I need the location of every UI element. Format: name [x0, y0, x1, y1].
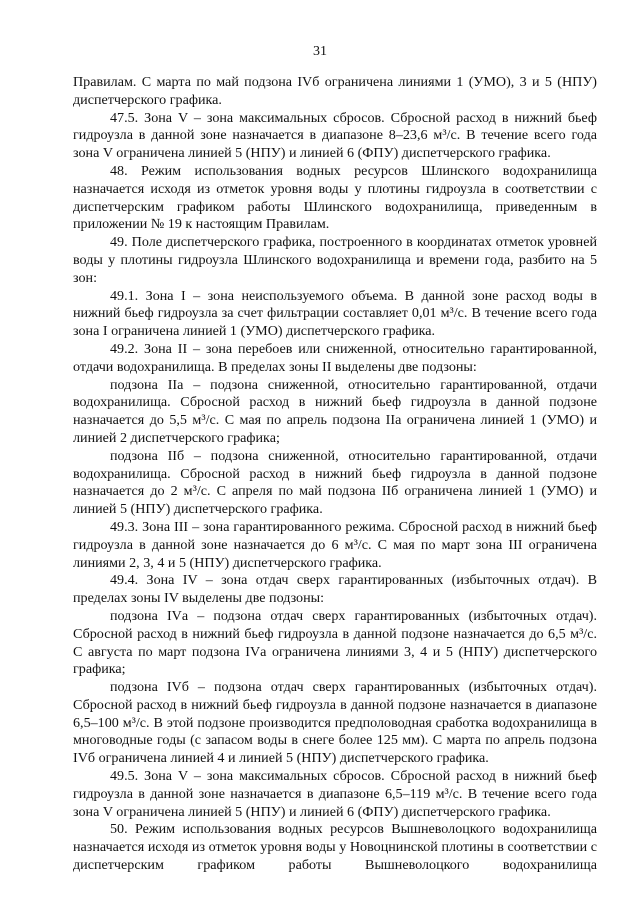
paragraph: 49.5. Зона V – зона максимальных сбросов. Сбросной расход в нижний бьеф гидроузла в данной зоне назначается в диапазоне 6,5–119 м³/с. В течение всего года зона V ограничена линией 5 (НПУ) и линией 6 (ФПУ) диспетчерского графика.	[73, 768, 597, 820]
paragraph: 49.3. Зона III – зона гарантированного режима. Сбросной расход в нижний бьеф гидроузла в данной зоне назначается до 6 м³/с. С мая по март зона III ограничена линиями 2, 3, 4 и 5 (НПУ) диспетчерского графика.	[73, 518, 597, 571]
paragraph: подзона IIб – подзона сниженной, относительно гарантированной, отдачи водохранилища. Сбросной расход в нижний бьеф гидроузла в данной подзоне назначается до 2 м³/с. С апреля по май подзона IIб ограничена линией 1 (УМО) и линией 5 (НПУ) диспетчерского графика.	[73, 447, 597, 518]
paragraph: 49.4. Зона IV – зона отдач сверх гарантированных (избыточных отдач). В пределах зоны IV выделены две подзоны:	[73, 572, 597, 607]
paragraph: 50. Режим использования водных ресурсов Вышневолоцкого водохранилища назначается исходя из отметок уровня воды у Новоцнинской плотины в соответствии с диспетчерским графиком работы Вышневолоцкого водохранилища	[73, 821, 597, 874]
paragraph: подзона IVб – подзона отдач сверх гарантированных (избыточных отдач). Сбросной расход в нижний бьеф гидроузла в данной подзоне назначается в диапазоне 6,5–100 м³/с. В этой подзоне производится предполоводная сработка водохранилища в многоводные годы (с запасом воды в снеге более 125 мм). С марта по апрель подзона IVб ограничена линией 4 и линией 5 (НПУ) диспетчерского графика.	[73, 679, 597, 767]
paragraph: подзона IIа – подзона сниженной, относительно гарантированной, отдачи водохранилища. Сбросной расход в нижний бьеф гидроузла в данной подзоне назначается до 5,5 м³/с. С мая по апрель подзона IIа ограничена линией 1 (УМО) и линией 2 диспетчерского графика;	[73, 376, 597, 446]
paragraph: 49.2. Зона II – зона перебоев или сниженной, относительно гарантированной, отдачи водохранилища. В пределах зоны II выделены две подзоны:	[73, 340, 597, 375]
page-number: 31	[313, 44, 327, 59]
paragraph: 49.1. Зона I – зона неиспользуемого объема. В данной зоне расход воды в нижний бьеф гидроузла за счет фильтрации составляет 0,01 м³/с. В течение всего года зона I ограничена линией 1 (УМО) диспетчерского графика.	[73, 287, 597, 340]
paragraph: 49. Поле диспетчерского графика, построенного в координатах отметок уровней воды у плотины гидроузла Шлинского водохранилища и времени года, разбито на 5 зон:	[73, 234, 597, 286]
paragraph: Правилам. С марта по май подзона IVб ограничена линиями 1 (УМО), 3 и 5 (НПУ) диспетчерского графика.	[73, 74, 597, 108]
paragraph: 47.5. Зона V – зона максимальных сбросов. Сбросной расход в нижний бьеф гидроузла в данной зоне назначается в диапазоне 8–23,6 м³/с. В течение всего года зона V ограничена линией 5 (НПУ) и линией 6 (ФПУ) диспетчерского графика.	[73, 109, 597, 162]
paragraph: 48. Режим использования водных ресурсов Шлинского водохранилища назначается исходя из отметок уровня воды у плотины гидроузла в соответствии с диспетчерским графиком работы Шлинского водохранилища, приведенным в приложении № 19 к настоящим Правилам.	[73, 162, 597, 233]
paragraph: подзона IVа – подзона отдач сверх гарантированных (избыточных отдач). Сбросной расход в нижний бьеф гидроузла в данной подзоне назначается до 6,5 м³/с. С августа по март подзона IVа ограничена линиями 3, 4 и 5 (НПУ) диспетчерского графика;	[73, 607, 597, 678]
document-body	[73, 74, 597, 875]
